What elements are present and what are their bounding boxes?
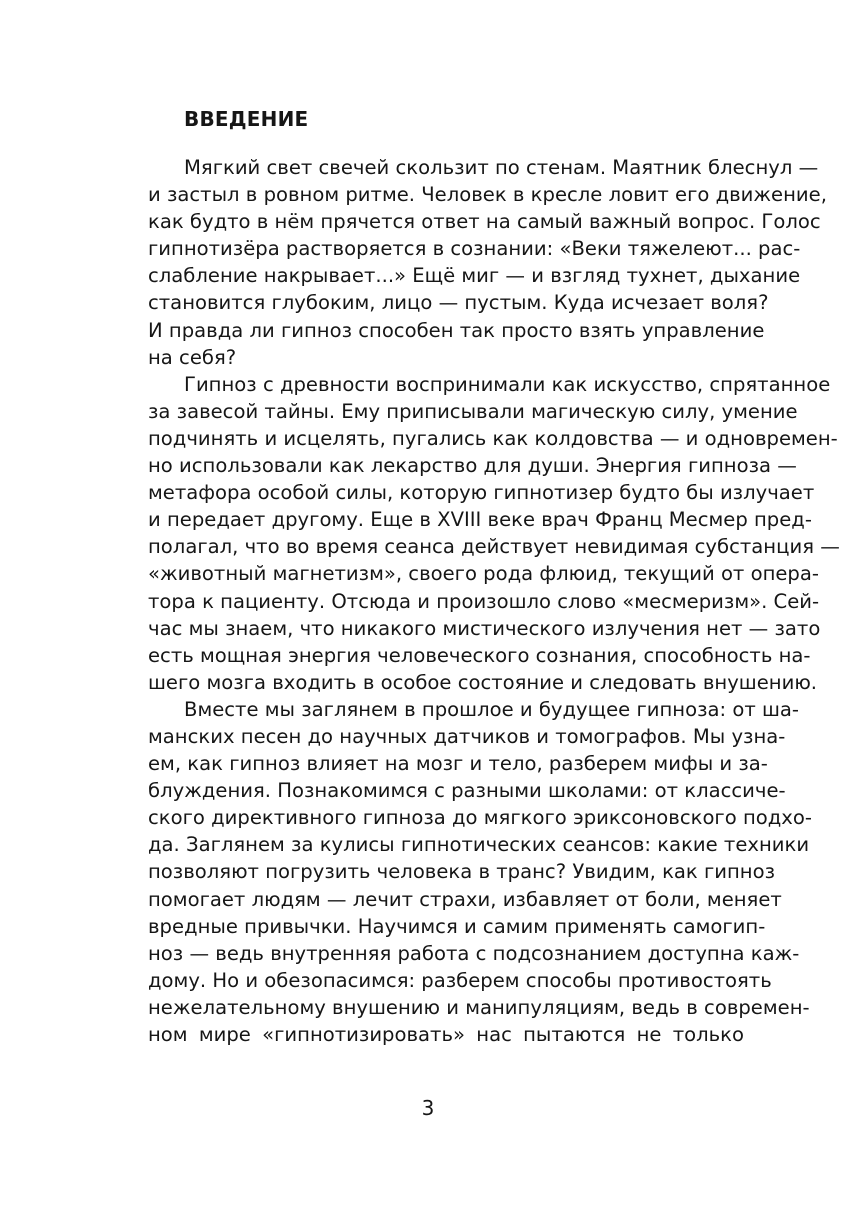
text-line: тора к пациенту. Отсюда и произошло слово «месмеризм». Сей- [148, 589, 820, 613]
text-line: дому. Но и обезопасимся: разберем способы противостоять [148, 968, 772, 992]
text-line: подчинять и исцелять, пугались как колдовства — и одновремен- [148, 426, 838, 450]
text-line: «животный магнетизм», своего рода флюид, текущий от опера- [148, 562, 819, 586]
text-line: шего мозга входить в особое состояние и следовать внушению. [148, 670, 818, 694]
text-line: вредные привычки. Научимся и самим применять самогип- [148, 914, 766, 938]
body-text [148, 154, 840, 1048]
paragraph [148, 371, 840, 696]
text-line: гипнотизёра растворяется в сознании: «Веки тяжелеют... рас- [148, 237, 801, 261]
text-line: метафора особой силы, которую гипнотизер будто бы излучает [148, 481, 815, 505]
text-line: за завесой тайны. Ему приписывали магическую силу, умение [148, 399, 798, 423]
chapter-heading: ВВЕДЕНИЕ [184, 107, 309, 131]
paragraph [148, 154, 827, 371]
text-line: нежелательному внушению и манипуляциям, ведь в современ- [148, 995, 810, 1019]
text-line: И правда ли гипноз способен так просто взять управление [148, 318, 765, 342]
text-line: Вместе мы заглянем в прошлое и будущее гипноза: от ша- [184, 697, 799, 721]
text-line: есть мощная энергия человеческого сознания, способность на- [148, 643, 811, 667]
text-line: и передает другому. Еще в XVIII веке врач Франц Месмер пред- [148, 508, 812, 532]
text-line: ноз — ведь внутренняя работа с подсознанием доступна каж- [148, 941, 800, 965]
text-line: как будто в нём прячется ответ на самый важный вопрос. Голос [148, 210, 821, 234]
text-line: блуждения. Познакомимся с разными школами: от классиче- [148, 779, 786, 803]
page-content [148, 104, 840, 1048]
text-line: и застыл в ровном ритме. Человек в кресле ловит его движение, [148, 183, 827, 207]
text-line: ского директивного гипноза до мягкого эриксоновского подхо- [148, 806, 812, 830]
text-line: на себя? [148, 345, 237, 369]
text-line: час мы знаем, что никакого мистического излучения нет — зато [148, 616, 821, 640]
text-line: манских песен до научных датчиков и томографов. Мы узна- [148, 724, 786, 748]
text-line: ном мире «гипнотизировать» нас пытаются не только [148, 1023, 744, 1046]
text-line: позволяют погрузить человека в транс? Увидим, как гипноз [148, 860, 776, 884]
text-line: помогает людям — лечит страхи, избавляет от боли, меняет [148, 887, 782, 911]
text-line: ем, как гипноз влияет на мозг и тело, разберем мифы и за- [148, 752, 768, 776]
text-line: но использовали как лекарство для души. Энергия гипноза — [148, 454, 797, 478]
paragraph [148, 696, 812, 1048]
text-line: полагал, что во время сеанса действует невидимая субстанция — [148, 535, 840, 559]
text-line: Гипноз с древности воспринимали как искусство, спрятанное [184, 372, 831, 396]
text-line: Мягкий свет свечей скользит по стенам. Маятник блеснул — [184, 156, 819, 179]
page-number: 3 [421, 1096, 435, 1120]
text-line: слабление накрывает...» Ещё миг — и взгляд тухнет, дыхание [148, 264, 801, 288]
text-line: да. Заглянем за кулисы гипнотических сеансов: какие техники [148, 833, 810, 857]
text-line: становится глубоким, лицо — пустым. Куда исчезает воля? [148, 291, 769, 315]
